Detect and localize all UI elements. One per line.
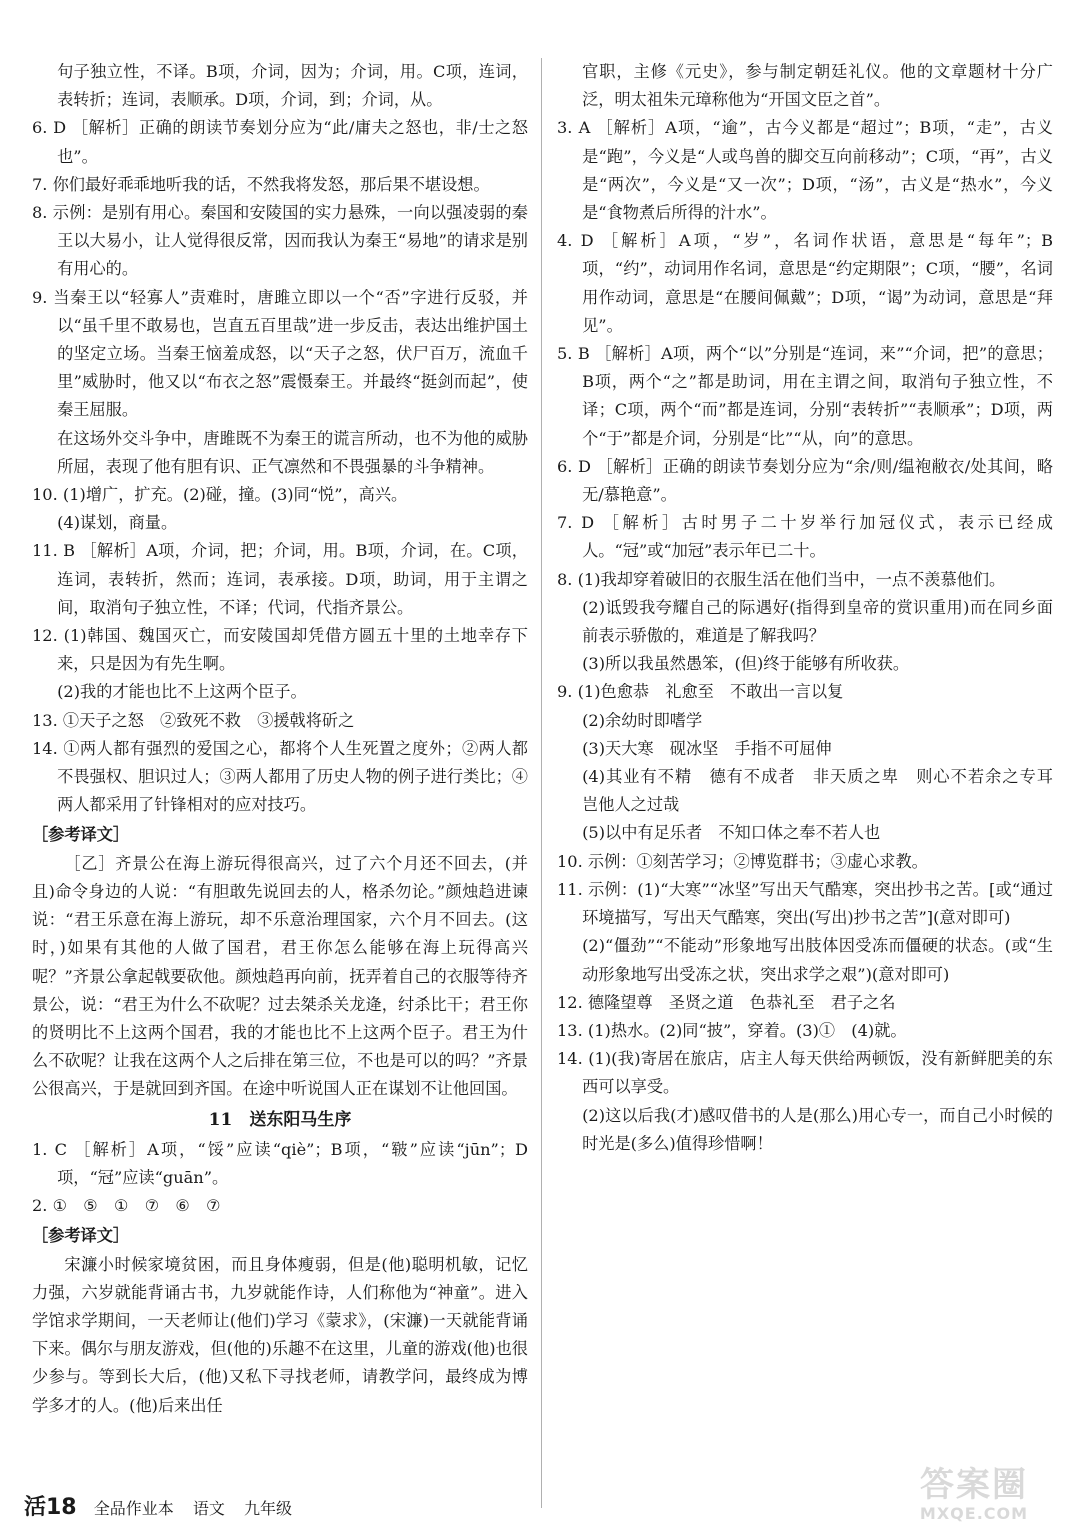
text-block: 7. 你们最好乖乖地听我的话，不然我将发怒，那后果不堪设想。 [32, 174, 490, 194]
watermark-text: 答案圈 [920, 1465, 1028, 1505]
text-block: 9. (1)色愈恭 礼愈至 不敢出一言以复 [557, 682, 844, 702]
text-block: (2)这以后我(才)感叹借书的人是(那么)用心专一，而自己小时候的时光是(多么)值得珍惜啊！ [582, 1105, 1053, 1153]
right-column [557, 58, 1069, 1158]
text-block: (3)天大寒 砚冰坚 手指不可屈伸 [582, 738, 832, 758]
watermark-url: MXQE.COM [919, 1504, 1029, 1523]
text-block: 7. D ［解析］古时男子二十岁举行加冠仪式，表示已经成人。“冠”或“加冠”表示年已二十。 [557, 513, 1053, 561]
text-block: 官职，主修《元史》，参与制定朝廷礼仪。他的文章题材十分广泛，明太祖朱元璋称他为“开国文臣之首”。 [582, 62, 1053, 110]
column-divider [541, 58, 542, 1508]
text-block: 13. (1)热水。(2)同“披”，穿着。(3)① (4)就。 [557, 1020, 907, 1040]
text-block: ［参考译文］ [32, 1226, 130, 1246]
text-block: 句子独立性，不译。B项，介词，因为；介词，用。C项，连词，表转折；连词，表顺承。D项，介词，到；介词，从。 [57, 62, 528, 110]
text-block: 13. ①天子之怒 ②致死不救 ③援戟将斫之 [32, 710, 355, 730]
text-block: 4. D ［解析］A项，“岁”，名词作状语，意思是“每年”；B项，“约”，动词用作名词，意思是“约定期限”；C项，“腰”，名词用作动词，意思是“在腰间佩戴”；D项，“谒”为动词，意思是“拜见”。 [557, 231, 1053, 335]
text-block: 11 送东阳马生序 [208, 1109, 352, 1130]
text-block: ［参考译文］ [32, 825, 130, 845]
text-block: 1. C ［解析］A项，“馁”应读“qiè”；B项，“皲”应读“jūn”；D项，“冠”应读“guān”。 [32, 1139, 528, 1187]
text-block: 9. 当秦王以“轻寡人”责难时，唐雎立即以一个“否”字进行反驳，并以“虽千里不敢易也，岂直五百里哉”进一步反击，表达出维护国土的坚定立场。当秦王恼羞成怒，以“天子之怒，伏尸百万，流血千里”威胁时，他又以“布衣之怒”震慑秦王。并最终“挺剑而起”，使秦王屈服。 [32, 287, 528, 420]
text-block: 6. D ［解析］正确的朗读节奏划分应为“此/庸夫之怒也，非/士之怒也”。 [32, 118, 528, 166]
text-block: 在这场外交斗争中，唐雎既不为秦王的谎言所动，也不为他的威胁所屈，表现了他有胆有识、正气凛然和不畏强暴的斗争精神。 [57, 428, 528, 476]
book-title: 全品作业本 [93, 1499, 174, 1518]
text-block: 2. ① ⑤ ① ⑦ ⑥ ⑦ [32, 1196, 221, 1216]
text-block: 11. 示例：(1)“大寒”“冰坚”写出天气酷寒，突出抄书之苦。[或“通过环境描写，写出天气酷寒，突出(写出)抄书之苦”](意对即可) [557, 879, 1053, 928]
text-block: (2)诋毁我夸耀自己的际遇好(指得到皇帝的赏识重用)而在同乡面前表示骄傲的，难道是了解我吗？ [582, 597, 1053, 646]
text-block: (4)其业有不精 德有不成者 非天质之卑 则心不若余之专耳 岂他人之过哉 [582, 767, 1069, 815]
text-block: (4)谋划，商量。 [57, 513, 178, 533]
text-block: 12. 德隆望尊 圣贤之道 色恭礼至 君子之名 [557, 992, 896, 1012]
text-block: 14. ①两人都有强烈的爱国之心，都将个人生死置之度外；②两人都不畏强权、胆识过人；③两人都用了历史人物的例子进行类比；④两人都采用了针锋相对的应对技巧。 [32, 738, 528, 815]
page-footer [24, 1490, 306, 1521]
text-block: 10. 示例：①刻苦学习；②博览群书；③虚心求教。 [557, 851, 928, 871]
text-block: 宋濂小时候家境贫困，而且身体瘦弱，但是(他)聪明机敏，记忆力强，六岁就能背诵古书，九岁就能作诗，人们称他为“神童”。进入学馆求学期间，一天老师让(他们)学习《蒙求》，(宋濂)一天就能背诵下来。偶尔与朋友游戏，但(他的)乐趣不在这里，儿童的游戏(他)也很少参与。等到长大后，(他)又私下寻找老师，请教学问，最终成为博学多才的人。(他)后来出任 [32, 1254, 528, 1415]
grade-label: 九年级 [243, 1499, 292, 1518]
text-block: 8. 示例：是别有用心。秦国和安陵国的实力悬殊，一向以强凌弱的秦王以大易小，让人觉得很反常，因而我认为秦王“易地”的请求是别有用心的。 [32, 203, 528, 279]
text-block: (3)所以我虽然愚笨，(但)终于能够有所收获。 [582, 654, 910, 674]
text-block: 14. (1)(我)寄居在旅店，店主人每天供给两顿饭，没有新鲜肥美的东西可以享受。 [557, 1049, 1053, 1097]
text-block: (5)以中有足乐者 不知口体之奉不若人也 [582, 823, 881, 843]
text-block: 11. B ［解析］A项，介词，把；介词，用。B项，介词，在。C项，连词，表转折，然而；连词，表承接。D项，助词，用于主谓之间，取消句子独立性，不译；代词，代指齐景公。 [32, 541, 528, 617]
text-block: (2)“僵劲”“不能动”形象地写出肢体因受冻而僵硬的状态。(或“生动形象地写出受冻之状，突出求学之艰”)(意对即可) [582, 936, 1053, 984]
text-block: (2)余幼时即嗜学 [582, 710, 703, 730]
text-block: 8. (1)我却穿着破旧的衣服生活在他们当中，一点不羡慕他们。 [557, 569, 1006, 589]
text-block: 5. B ［解析］A项，两个“以”分别是“连词，来”“介词，把”的意思；B项，两个“之”都是助词，用在主谓之间，取消句子独立性，不译；C项，两个“而”都是连词，分别“表转折”“表顺承”；D项，两个“于”都是介词，分别是“比”“从，向”的意思。 [557, 344, 1053, 448]
watermark-logo [899, 1466, 1049, 1528]
text-block: 3. A ［解析］A项，“逾”，古今义都是“超过”；B项，“走”，古义是“跑”，今义是“人或鸟兽的脚交互向前移动”；C项，“再”，古义是“两次”，今义是“又一次”；D项，“汤”，古义是“热水”，今义是“食物煮后所得的汁水”。 [557, 118, 1053, 223]
subject-label: 语文 [192, 1499, 225, 1518]
left-column [32, 58, 528, 1420]
page-number: 活18 [24, 1495, 77, 1520]
text-block: 10. (1)增广，扩充。(2)碰，撞。(3)同“悦”，高兴。 [32, 485, 408, 505]
text-block: 12. (1)韩国、魏国灭亡，而安陵国却凭借方圆五十里的土地幸存下来，只是因为有先生啊。 [32, 626, 528, 674]
text-block: 6. D ［解析］正确的朗读节奏划分应为“余/则/缊袍敝衣/处其间，略无/慕艳意”。 [557, 456, 1053, 505]
text-block: (2)我的才能也比不上这两个臣子。 [57, 682, 307, 702]
text-block: ［乙］齐景公在海上游玩得很高兴，过了六个月还不回去，(并且)命令身边的人说：“有胆敢先说回去的人，格杀勿论。”颜烛趋进谏说：“君王乐意在海上游玩，却不乐意治理国家，六个月不回去。(这时，)如果有其他的人做了国君，君王你怎么能够在海上玩得高兴呢？”齐景公拿起戟要砍他。颜烛趋再向前，抚弄着自己的衣服等待齐景公，说：“君王为什么不砍呢？过去桀杀关龙逄，纣杀比干；君王你的贤明比不上这两个国君，我的才能也比不上这两个臣子。君王为什么不砍呢？让我在这两个人之后排在第三位，不也是可以的吗？”齐景公很高兴，于是就回到齐国。在途中听说国人正在谋划不让他回国。 [32, 853, 528, 1099]
